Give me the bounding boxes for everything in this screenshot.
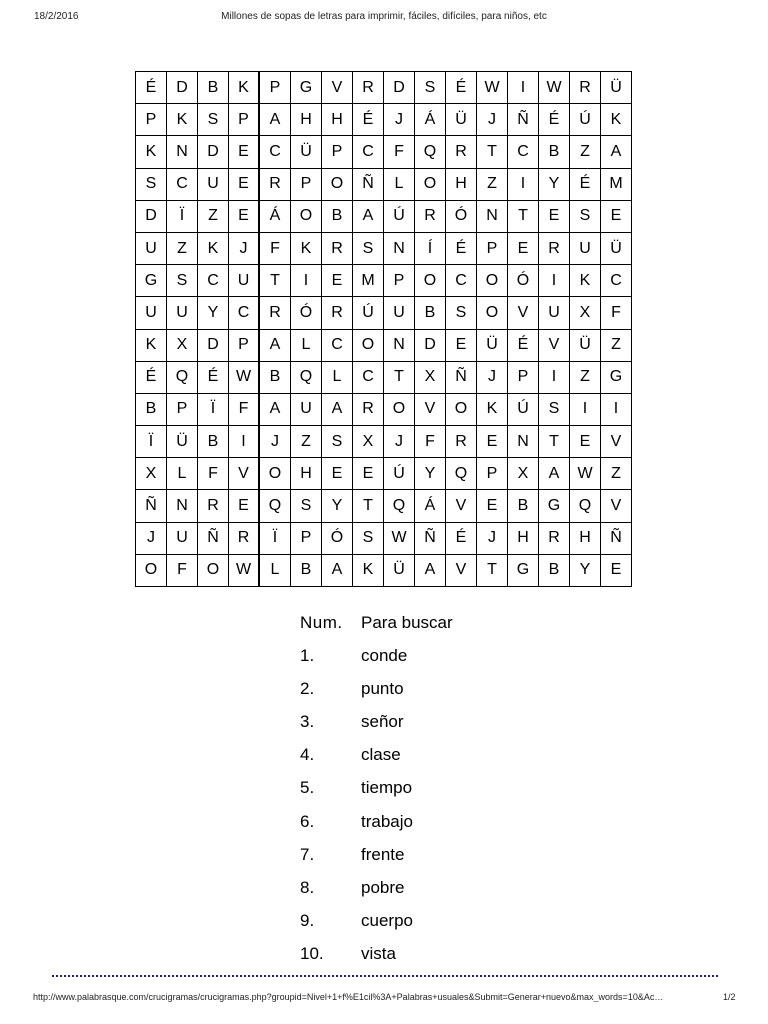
word-number: 3. xyxy=(300,711,315,731)
word-number: 4. xyxy=(300,745,315,765)
grid-cell: D xyxy=(198,330,229,362)
grid-cell: R xyxy=(229,523,260,555)
grid-cell: É xyxy=(570,169,601,201)
grid-cell: I xyxy=(508,169,539,201)
grid-cell: Ú xyxy=(384,458,415,490)
grid-cell: E xyxy=(539,201,570,233)
word-list-item xyxy=(300,639,560,672)
grid-cell: G xyxy=(291,72,322,104)
grid-cell: E xyxy=(322,265,353,297)
grid-cell: Ï xyxy=(136,426,167,458)
grid-cell: W xyxy=(229,362,260,394)
word-number: 10. xyxy=(300,944,324,964)
grid-cell: O xyxy=(260,458,291,490)
grid-cell: X xyxy=(136,458,167,490)
grid-cell: O xyxy=(384,394,415,426)
grid-cell: Ú xyxy=(384,201,415,233)
grid-cell: L xyxy=(260,555,291,587)
grid-cell: U xyxy=(167,523,198,555)
grid-cell: K xyxy=(136,330,167,362)
grid-cell: K xyxy=(291,233,322,265)
grid-cell: Ü xyxy=(384,555,415,587)
grid-cell: Ü xyxy=(601,233,632,265)
grid-cell: N xyxy=(167,136,198,168)
grid-cell: T xyxy=(260,265,291,297)
grid-cell: É xyxy=(539,104,570,136)
grid-cell: O xyxy=(322,169,353,201)
grid-cell: C xyxy=(353,362,384,394)
grid-cell: U xyxy=(384,297,415,329)
grid-cell: Ü xyxy=(601,72,632,104)
grid-cell: R xyxy=(446,136,477,168)
grid-cell: F xyxy=(415,426,446,458)
grid-cell: E xyxy=(229,136,260,168)
grid-cell: C xyxy=(601,265,632,297)
grid-cell: Z xyxy=(477,169,508,201)
grid-cell: R xyxy=(260,297,291,329)
grid-cell: K xyxy=(198,233,229,265)
grid-cell: Ñ xyxy=(446,362,477,394)
word-number: 5. xyxy=(300,778,315,798)
grid-cell: M xyxy=(353,265,384,297)
grid-cell: P xyxy=(477,233,508,265)
grid-cell: G xyxy=(508,555,539,587)
grid-cell: V xyxy=(601,490,632,522)
grid-cell: Ú xyxy=(353,297,384,329)
word-number: 8. xyxy=(300,877,315,897)
grid-cell: R xyxy=(322,297,353,329)
grid-cell: E xyxy=(446,330,477,362)
grid-cell: F xyxy=(260,233,291,265)
word-number: 2. xyxy=(300,678,315,698)
grid-cell: X xyxy=(415,362,446,394)
grid-cell: Ñ xyxy=(353,169,384,201)
print-date: 18/2/2016 xyxy=(34,11,79,22)
grid-cell: A xyxy=(260,330,291,362)
grid-cell: V xyxy=(446,490,477,522)
grid-cell: U xyxy=(229,265,260,297)
grid-cell: P xyxy=(508,362,539,394)
grid-cell: Z xyxy=(291,426,322,458)
grid-cell: C xyxy=(260,136,291,168)
grid-cell: Ü xyxy=(291,136,322,168)
grid-cell: K xyxy=(136,136,167,168)
grid-cell: S xyxy=(291,490,322,522)
grid-cell: F xyxy=(229,394,260,426)
grid-cell: J xyxy=(260,426,291,458)
grid-cell: O xyxy=(291,201,322,233)
grid-cell: J xyxy=(384,426,415,458)
word-text: cuerpo xyxy=(361,911,413,931)
grid-cell: D xyxy=(136,201,167,233)
grid-cell: A xyxy=(322,394,353,426)
word-column-header: Para buscar xyxy=(361,612,453,632)
grid-cell: B xyxy=(291,555,322,587)
grid-cell: Q xyxy=(446,458,477,490)
grid-cell: E xyxy=(229,201,260,233)
grid-cell: B xyxy=(198,426,229,458)
word-list xyxy=(300,606,560,971)
grid-cell: L xyxy=(167,458,198,490)
grid-cell: U xyxy=(167,297,198,329)
grid-cell: H xyxy=(446,169,477,201)
word-number: 7. xyxy=(300,844,315,864)
grid-cell: Ñ xyxy=(508,104,539,136)
grid-cell: B xyxy=(508,490,539,522)
grid-cell: I xyxy=(291,265,322,297)
word-text: frente xyxy=(361,844,405,864)
grid-cell: Ó xyxy=(291,297,322,329)
grid-cell: J xyxy=(229,233,260,265)
word-text: conde xyxy=(361,645,408,665)
grid-cell: K xyxy=(601,104,632,136)
grid-cell: S xyxy=(353,233,384,265)
grid-cell: Ü xyxy=(477,330,508,362)
grid-cell: R xyxy=(322,233,353,265)
grid-cell: K xyxy=(353,555,384,587)
grid-cell: G xyxy=(601,362,632,394)
grid-cell: X xyxy=(570,297,601,329)
grid-cell: S xyxy=(136,169,167,201)
grid-cell: W xyxy=(477,72,508,104)
grid-cell: V xyxy=(229,458,260,490)
grid-cell: S xyxy=(539,394,570,426)
grid-cell: T xyxy=(508,201,539,233)
grid-cell: J xyxy=(477,523,508,555)
grid-cell: Ó xyxy=(508,265,539,297)
grid-cell: C xyxy=(446,265,477,297)
grid-cell: E xyxy=(570,426,601,458)
grid-cell: N xyxy=(508,426,539,458)
grid-cell: B xyxy=(322,201,353,233)
footer-url: http://www.palabrasque.com/crucigramas/crucigramas.php?groupid=Nivel+1+f%E1cil%3A+Palabras+usuales&Submit=Generar+nuevo&max_words=10&Ac… xyxy=(33,992,664,1002)
grid-cell: K xyxy=(477,394,508,426)
grid-cell: R xyxy=(415,201,446,233)
grid-cell: C xyxy=(353,136,384,168)
grid-cell: X xyxy=(353,426,384,458)
grid-cell: S xyxy=(167,265,198,297)
grid-cell: P xyxy=(291,523,322,555)
grid-cell: E xyxy=(477,490,508,522)
grid-cell: O xyxy=(353,330,384,362)
grid-cell: A xyxy=(260,104,291,136)
word-list-item xyxy=(300,871,560,904)
grid-cell: V xyxy=(446,555,477,587)
grid-cell: F xyxy=(384,136,415,168)
grid-cell: P xyxy=(291,169,322,201)
word-list-item xyxy=(300,705,560,738)
grid-cell: T xyxy=(477,136,508,168)
grid-cell: N xyxy=(384,233,415,265)
grid-cell: A xyxy=(322,555,353,587)
grid-cell: P xyxy=(260,72,291,104)
num-column-header: Num. xyxy=(300,612,343,632)
grid-cell: A xyxy=(415,555,446,587)
grid-cell: E xyxy=(477,426,508,458)
grid-cell: Ï xyxy=(167,201,198,233)
grid-cell: Ï xyxy=(260,523,291,555)
grid-cell: Ó xyxy=(446,201,477,233)
grid-cell: R xyxy=(198,490,229,522)
grid-cell: É xyxy=(446,72,477,104)
grid-cell: É xyxy=(508,330,539,362)
grid-cell: T xyxy=(384,362,415,394)
grid-cell: É xyxy=(136,362,167,394)
grid-cell: Q xyxy=(167,362,198,394)
grid-cell: L xyxy=(291,330,322,362)
grid-cell: D xyxy=(384,72,415,104)
grid-cell: O xyxy=(136,555,167,587)
grid-cell: I xyxy=(570,394,601,426)
word-list-item xyxy=(300,739,560,772)
grid-cell: Z xyxy=(198,201,229,233)
grid-cell: H xyxy=(322,104,353,136)
grid-cell: E xyxy=(229,169,260,201)
grid-cell: Á xyxy=(415,104,446,136)
grid-cell: Z xyxy=(570,362,601,394)
grid-cell: F xyxy=(167,555,198,587)
grid-cell: U xyxy=(136,297,167,329)
grid-cell: Y xyxy=(539,169,570,201)
grid-cell: R xyxy=(570,72,601,104)
grid-cell: S xyxy=(570,201,601,233)
grid-cell: O xyxy=(477,297,508,329)
grid-cell: W xyxy=(539,72,570,104)
grid-cell: X xyxy=(167,330,198,362)
grid-cell: U xyxy=(539,297,570,329)
grid-cell: É xyxy=(353,104,384,136)
grid-cell: H xyxy=(570,523,601,555)
word-number: 9. xyxy=(300,911,315,931)
grid-cell: É xyxy=(446,233,477,265)
grid-cell: P xyxy=(322,136,353,168)
grid-cell: T xyxy=(539,426,570,458)
grid-cell: I xyxy=(229,426,260,458)
grid-cell: A xyxy=(539,458,570,490)
grid-cell: Ñ xyxy=(601,523,632,555)
grid-cell: Í xyxy=(415,233,446,265)
word-list-header xyxy=(300,606,560,639)
grid-cell: S xyxy=(322,426,353,458)
grid-cell: K xyxy=(570,265,601,297)
grid-cell: H xyxy=(508,523,539,555)
grid-cell: O xyxy=(415,265,446,297)
word-list-rows xyxy=(300,639,560,971)
word-text: vista xyxy=(361,944,396,964)
grid-cell: I xyxy=(539,265,570,297)
grid-cell: É xyxy=(136,72,167,104)
grid-cell: P xyxy=(136,104,167,136)
grid-cell: L xyxy=(322,362,353,394)
word-list-item xyxy=(300,672,560,705)
grid-cell: Z xyxy=(167,233,198,265)
grid-cell: Q xyxy=(570,490,601,522)
word-number: 6. xyxy=(300,811,315,831)
grid-cell: Y xyxy=(570,555,601,587)
grid-cell: S xyxy=(198,104,229,136)
grid-cell: K xyxy=(167,104,198,136)
grid-cell: S xyxy=(446,297,477,329)
grid-cell: Ü xyxy=(570,330,601,362)
grid-cell: E xyxy=(229,490,260,522)
grid-cell: A xyxy=(260,394,291,426)
word-text: clase xyxy=(361,745,401,765)
word-list-item xyxy=(300,772,560,805)
word-text: tiempo xyxy=(361,778,413,798)
grid-cell: S xyxy=(353,523,384,555)
grid-cell: O xyxy=(415,169,446,201)
word-text: pobre xyxy=(361,877,405,897)
grid-cell: Ú xyxy=(508,394,539,426)
grid-cell: R xyxy=(353,394,384,426)
grid-cell: D xyxy=(415,330,446,362)
grid-cell: B xyxy=(198,72,229,104)
grid-cell: J xyxy=(384,104,415,136)
grid-cell: X xyxy=(508,458,539,490)
grid-cell: J xyxy=(136,523,167,555)
grid-cell: Z xyxy=(601,458,632,490)
grid-cell: E xyxy=(322,458,353,490)
grid-cell: O xyxy=(446,394,477,426)
grid-cell: B xyxy=(539,555,570,587)
grid-cell: A xyxy=(353,201,384,233)
grid-cell: T xyxy=(353,490,384,522)
grid-cell: C xyxy=(167,169,198,201)
grid-cell: P xyxy=(167,394,198,426)
dotted-divider xyxy=(52,975,718,977)
grid-cell: Ñ xyxy=(198,523,229,555)
grid-cell: G xyxy=(539,490,570,522)
word-number: 1. xyxy=(300,645,315,665)
grid-cell: W xyxy=(229,555,260,587)
word-list-item xyxy=(300,905,560,938)
grid-cell: R xyxy=(446,426,477,458)
grid-cell: Y xyxy=(415,458,446,490)
grid-cell: Ó xyxy=(322,523,353,555)
grid-cell: F xyxy=(601,297,632,329)
grid-cell: F xyxy=(198,458,229,490)
grid-cell: W xyxy=(384,523,415,555)
grid-cell: R xyxy=(260,169,291,201)
grid-cell: U xyxy=(570,233,601,265)
grid-cell: O xyxy=(198,555,229,587)
grid-cell: P xyxy=(229,104,260,136)
grid-cell: Z xyxy=(601,330,632,362)
grid-cell: B xyxy=(136,394,167,426)
grid-cell: B xyxy=(539,136,570,168)
grid-cell: R xyxy=(353,72,384,104)
grid-cell: Q xyxy=(291,362,322,394)
grid-cell: O xyxy=(477,265,508,297)
grid-cell: W xyxy=(570,458,601,490)
word-list-item xyxy=(300,938,560,971)
grid-cell: I xyxy=(539,362,570,394)
grid-cell: B xyxy=(260,362,291,394)
grid-cell: L xyxy=(384,169,415,201)
grid-cell: A xyxy=(601,136,632,168)
grid-cell: R xyxy=(539,523,570,555)
word-list-item xyxy=(300,838,560,871)
grid-cell: E xyxy=(353,458,384,490)
word-search-grid xyxy=(135,71,632,587)
grid-cell: C xyxy=(322,330,353,362)
grid-cell: E xyxy=(601,555,632,587)
word-list-item xyxy=(300,805,560,838)
grid-cell: D xyxy=(167,72,198,104)
grid-cell: V xyxy=(415,394,446,426)
grid-cell: V xyxy=(539,330,570,362)
grid-cell: B xyxy=(415,297,446,329)
grid-cell: N xyxy=(477,201,508,233)
grid-cell: U xyxy=(291,394,322,426)
grid-cell: Ï xyxy=(198,394,229,426)
grid-cell: P xyxy=(477,458,508,490)
grid-cell: P xyxy=(229,330,260,362)
grid-cell: Ü xyxy=(446,104,477,136)
grid-cell: Ñ xyxy=(415,523,446,555)
page-title: Millones de sopas de letras para imprimir, fáciles, difíciles, para niños, etc xyxy=(221,11,547,22)
grid-cell: J xyxy=(477,362,508,394)
grid-cell: V xyxy=(601,426,632,458)
grid-cell: U xyxy=(198,169,229,201)
grid-cell: Q xyxy=(384,490,415,522)
grid-cell: É xyxy=(198,362,229,394)
grid-cell: P xyxy=(384,265,415,297)
grid-cell: R xyxy=(539,233,570,265)
grid-cell: Ñ xyxy=(136,490,167,522)
grid-cell: N xyxy=(384,330,415,362)
grid-cell: E xyxy=(508,233,539,265)
grid-cell: Á xyxy=(415,490,446,522)
grid-cell: H xyxy=(291,104,322,136)
grid-cell: T xyxy=(477,555,508,587)
grid-cell: N xyxy=(167,490,198,522)
word-text: punto xyxy=(361,678,404,698)
grid-cell: É xyxy=(446,523,477,555)
grid-cell: M xyxy=(601,169,632,201)
grid-cell: H xyxy=(291,458,322,490)
word-text: señor xyxy=(361,711,404,731)
grid-cell: C xyxy=(508,136,539,168)
grid-cell: Q xyxy=(260,490,291,522)
grid-cell: K xyxy=(229,72,260,104)
grid-cell: D xyxy=(198,136,229,168)
grid-cell: V xyxy=(322,72,353,104)
grid-cell: J xyxy=(477,104,508,136)
grid-cell: C xyxy=(229,297,260,329)
grid-cell: Á xyxy=(260,201,291,233)
grid-cell: C xyxy=(198,265,229,297)
grid-cell: S xyxy=(415,72,446,104)
page-number: 1/2 xyxy=(723,992,736,1002)
grid-cell: Ü xyxy=(167,426,198,458)
grid-cell: Y xyxy=(198,297,229,329)
grid-cell: Q xyxy=(415,136,446,168)
word-text: trabajo xyxy=(361,811,413,831)
grid-cell: Ú xyxy=(570,104,601,136)
grid-cell: E xyxy=(601,201,632,233)
grid-cell: Y xyxy=(322,490,353,522)
grid-cell: I xyxy=(508,72,539,104)
grid-cell: I xyxy=(601,394,632,426)
grid-cell: G xyxy=(136,265,167,297)
grid-cell: V xyxy=(508,297,539,329)
grid-cell: Z xyxy=(570,136,601,168)
grid-cell: U xyxy=(136,233,167,265)
